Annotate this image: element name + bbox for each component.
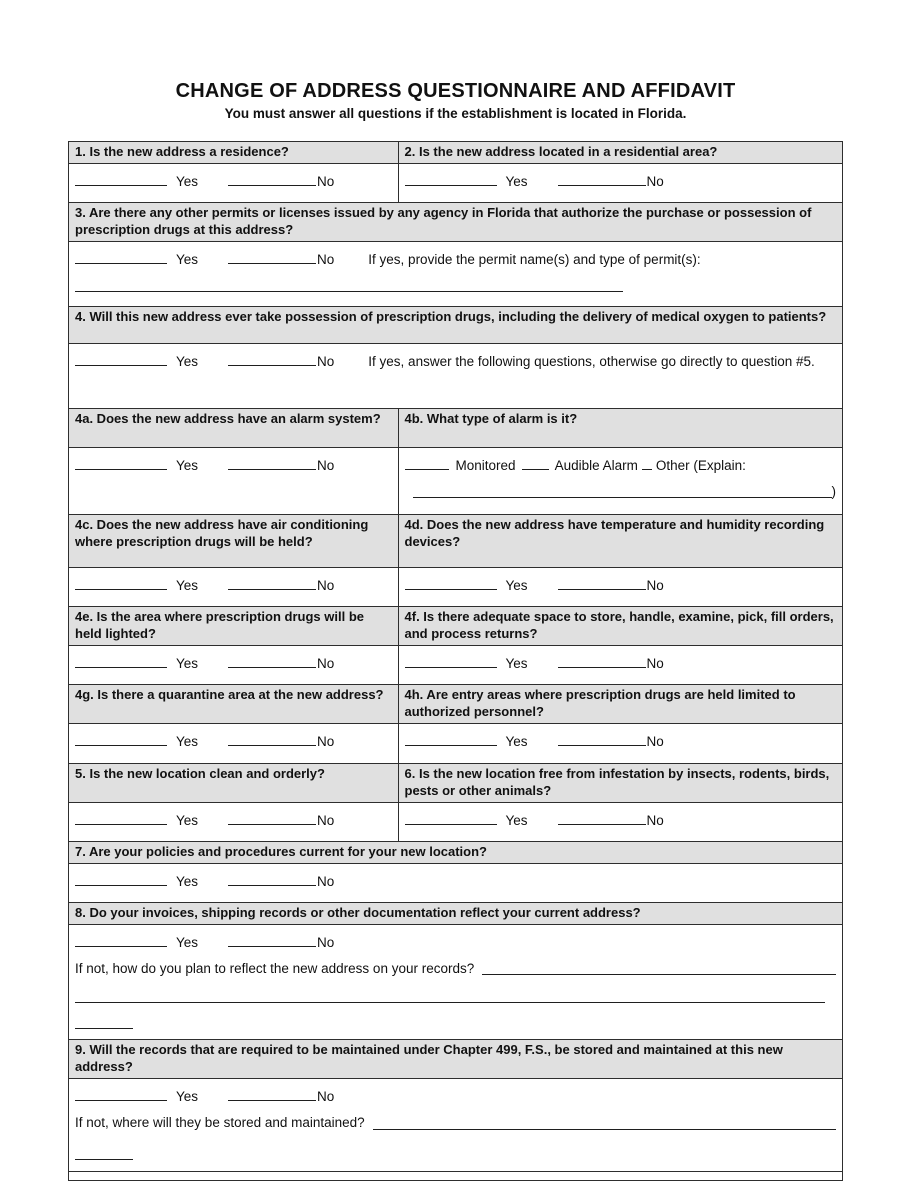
yes-label: Yes — [176, 812, 199, 828]
page-title: CHANGE OF ADDRESS QUESTIONNAIRE AND AFFIDAVIT — [175, 80, 736, 102]
no-blank[interactable] — [558, 734, 646, 746]
records-plan-line — [75, 959, 836, 979]
table-row — [69, 306, 842, 343]
page-subtitle: You must answer all questions if the establishment is located in Florida. — [224, 106, 687, 121]
no-blank[interactable] — [228, 874, 316, 886]
yes-no-line — [75, 1087, 836, 1107]
yes-label: Yes — [505, 656, 528, 672]
no-label: No — [317, 656, 335, 672]
table-row — [69, 567, 842, 606]
yes-label: Yes — [176, 577, 199, 593]
question-4a-answer — [69, 448, 398, 514]
no-blank[interactable] — [228, 813, 316, 825]
no-label: No — [317, 734, 335, 750]
permit-detail-blank[interactable] — [75, 276, 623, 292]
question-2-answer — [398, 164, 842, 202]
table-row — [69, 202, 842, 241]
other-label: Other (Explain: — [655, 457, 746, 473]
yes-blank[interactable] — [75, 813, 167, 825]
question-9-header: 9. Will the records that are required to be maintained under Chapter 499, F.S., be stored and maintained at this new address? — [69, 1040, 842, 1078]
yes-label: Yes — [176, 457, 199, 473]
yes-blank[interactable] — [75, 354, 167, 366]
no-blank[interactable] — [558, 813, 646, 825]
no-label: No — [317, 873, 335, 889]
no-label: No — [317, 812, 335, 828]
question-8-header: 8. Do your invoices, shipping records or other documentation reflect your current address? — [69, 903, 842, 924]
question-8-followup: If not, how do you plan to reflect the new address on your records? — [75, 961, 475, 977]
other-blank[interactable] — [642, 458, 652, 470]
no-blank[interactable] — [558, 578, 646, 590]
table-row — [69, 408, 842, 447]
yes-label: Yes — [505, 812, 528, 828]
other-explain-blank[interactable] — [413, 486, 832, 498]
question-9-followup: If not, where will they be stored and maintained? — [75, 1115, 365, 1131]
yes-label: Yes — [176, 251, 199, 267]
yes-blank[interactable] — [405, 734, 497, 746]
no-label: No — [646, 173, 664, 189]
table-row — [69, 447, 842, 514]
yes-label: Yes — [505, 173, 528, 189]
table-row — [69, 163, 842, 202]
no-blank[interactable] — [228, 354, 316, 366]
yes-no-line — [75, 933, 836, 953]
alarm-type-options — [405, 456, 836, 476]
question-4h-answer — [398, 724, 842, 762]
yes-label: Yes — [176, 934, 199, 950]
question-7-answer — [69, 864, 842, 902]
question-4-answer — [69, 344, 842, 408]
yes-label: Yes — [176, 173, 199, 189]
no-blank[interactable] — [228, 578, 316, 590]
no-label: No — [317, 353, 335, 369]
no-blank[interactable] — [228, 1089, 316, 1101]
no-label: No — [317, 251, 335, 267]
yes-blank[interactable] — [75, 734, 167, 746]
yes-blank[interactable] — [75, 174, 167, 186]
yes-blank[interactable] — [75, 935, 167, 947]
storage-location-blank-2[interactable] — [75, 1148, 133, 1160]
yes-label: Yes — [505, 734, 528, 750]
no-label: No — [317, 457, 335, 473]
question-4-header: 4. Will this new address ever take possession of prescription drugs, including the delivery of medical oxygen to patients? — [69, 307, 842, 343]
question-1-header: 1. Is the new address a residence? — [69, 142, 398, 163]
no-label: No — [317, 934, 335, 950]
table-row — [69, 902, 842, 924]
table-row — [69, 645, 842, 684]
no-blank[interactable] — [228, 734, 316, 746]
question-5-header: 5. Is the new location clean and orderly? — [69, 764, 398, 802]
table-row — [69, 863, 842, 902]
no-blank[interactable] — [228, 174, 316, 186]
table-row — [69, 924, 842, 1040]
storage-location-line — [75, 1113, 836, 1133]
table-row — [69, 1171, 842, 1180]
yes-label: Yes — [176, 656, 199, 672]
table-row — [69, 343, 842, 408]
yes-label: Yes — [176, 734, 199, 750]
no-label: No — [317, 1089, 335, 1105]
question-4g-answer — [69, 724, 398, 762]
records-plan-blank[interactable] — [482, 963, 836, 975]
no-blank[interactable] — [228, 252, 316, 264]
question-5-answer — [69, 803, 398, 841]
no-blank[interactable] — [228, 458, 316, 470]
yes-blank[interactable] — [75, 1089, 167, 1101]
no-label: No — [317, 173, 335, 189]
no-blank[interactable] — [228, 656, 316, 668]
no-label: No — [646, 734, 664, 750]
question-4b-header: 4b. What type of alarm is it? — [398, 409, 842, 447]
questionnaire-table — [68, 141, 843, 1181]
other-explain-line — [405, 482, 836, 502]
table-row — [69, 606, 842, 645]
question-4c-answer — [69, 568, 398, 606]
question-3-followup: If yes, provide the permit name(s) and type of permit(s): — [368, 251, 701, 267]
closing-paren: ) — [831, 484, 836, 500]
no-label: No — [646, 812, 664, 828]
table-row — [69, 514, 842, 567]
question-4d-answer — [398, 568, 842, 606]
question-6-answer — [398, 803, 842, 841]
question-4g-header: 4g. Is there a quarantine area at the new address? — [69, 685, 398, 723]
yes-label: Yes — [505, 577, 528, 593]
yes-label: Yes — [176, 1089, 199, 1105]
question-4f-header: 4f. Is there adequate space to store, handle, examine, pick, fill orders, and process returns? — [398, 607, 842, 645]
yes-blank[interactable] — [75, 458, 167, 470]
yes-blank[interactable] — [405, 656, 497, 668]
monitored-blank[interactable] — [405, 458, 449, 470]
question-4c-header: 4c. Does the new address have air conditioning where prescription drugs will be held? — [69, 515, 398, 567]
records-plan-blank-3[interactable] — [75, 1017, 133, 1029]
table-row — [69, 723, 842, 762]
question-3-answer — [69, 242, 842, 306]
question-4h-header: 4h. Are entry areas where prescription drugs are held limited to authorized personnel? — [398, 685, 842, 723]
audible-blank[interactable] — [522, 458, 549, 470]
table-row — [69, 841, 842, 863]
no-label: No — [317, 577, 335, 593]
question-2-header: 2. Is the new address located in a residential area? — [398, 142, 842, 163]
question-4-followup: If yes, answer the following questions, otherwise go directly to question #5. — [368, 353, 815, 369]
question-4b-answer — [398, 448, 842, 514]
question-4e-answer — [69, 646, 398, 684]
table-row — [69, 684, 842, 723]
yes-label: Yes — [176, 353, 199, 369]
question-1-answer — [69, 164, 398, 202]
yes-blank[interactable] — [405, 578, 497, 590]
yes-blank[interactable] — [75, 874, 167, 886]
no-label: No — [646, 656, 664, 672]
storage-location-blank[interactable] — [373, 1118, 836, 1130]
question-8-answer — [69, 925, 842, 1040]
table-row — [69, 802, 842, 841]
audible-label: Audible Alarm — [554, 457, 638, 473]
question-4a-header: 4a. Does the new address have an alarm system? — [69, 409, 398, 447]
question-4d-header: 4d. Does the new address have temperature and humidity recording devices? — [398, 515, 842, 567]
question-9-answer — [69, 1079, 842, 1171]
table-row — [69, 1039, 842, 1078]
question-4e-header: 4e. Is the area where prescription drugs will be held lighted? — [69, 607, 398, 645]
question-6-header: 6. Is the new location free from infestation by insects, rodents, birds, pests or other animals? — [398, 764, 842, 802]
no-blank[interactable] — [558, 174, 646, 186]
question-4f-answer — [398, 646, 842, 684]
monitored-label: Monitored — [455, 457, 516, 473]
question-7-header: 7. Are your policies and procedures current for your new location? — [69, 842, 842, 863]
yes-blank[interactable] — [405, 174, 497, 186]
yes-blank[interactable] — [75, 252, 167, 264]
yes-label: Yes — [176, 873, 199, 889]
question-3-header: 3. Are there any other permits or licenses issued by any agency in Florida that authorize the purchase or possession of prescription drugs at this address? — [69, 203, 842, 241]
yes-blank[interactable] — [75, 578, 167, 590]
table-row — [69, 763, 842, 802]
no-blank[interactable] — [558, 656, 646, 668]
no-blank[interactable] — [228, 935, 316, 947]
table-row — [69, 241, 842, 306]
yes-blank[interactable] — [405, 813, 497, 825]
yes-blank[interactable] — [75, 656, 167, 668]
table-row — [69, 1078, 842, 1171]
records-plan-blank-2[interactable] — [75, 987, 825, 1003]
table-row — [69, 142, 842, 163]
no-label: No — [646, 577, 664, 593]
